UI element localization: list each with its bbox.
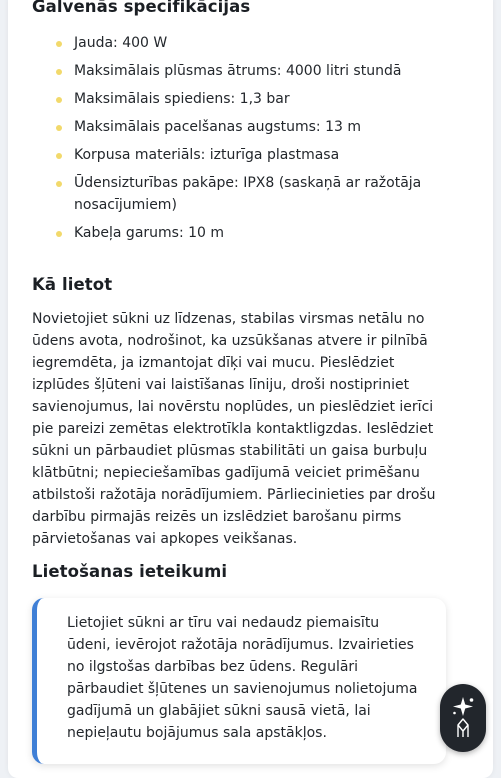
assistant-sparkle-icon (448, 695, 478, 741)
spec-item-head (32, 116, 452, 138)
spec-item-power (32, 32, 452, 54)
specs-list (32, 32, 452, 250)
spec-text: Maksimālais pacelšanas augstums: 13 m (74, 119, 361, 135)
spec-text: Maksimālais spiediens: 1,3 bar (74, 91, 290, 107)
specs-heading: Galvenās specifikācijas (32, 0, 251, 16)
how-to-use-heading: Kā lietot (32, 275, 113, 294)
tips-text: Lietojiet sūkni ar tīru vai nedaudz piemaisītu ūdeni, ievērojot ražotāja norādījumus. Izvairieties no ilgstošas darbības bez ūdens. Regulāri pārbaudiet šļūtenes un savienojumus nolietojuma gadījumā un glabājiet sūkni sausā vietā, lai nepieļautu bojājumus sala apstākļos. (67, 615, 418, 741)
bullet-icon (56, 153, 62, 159)
bullet-icon (56, 125, 62, 131)
spec-text: Korpusa materiāls: izturīga plastmasa (74, 147, 340, 163)
spec-text: Jauda: 400 W (74, 35, 168, 51)
tips-callout (32, 598, 446, 764)
spec-item-flow (32, 60, 452, 82)
spec-item-material (32, 144, 452, 166)
tips-heading: Lietošanas ieteikumi (32, 562, 228, 581)
bullet-icon (56, 181, 62, 187)
spec-text: Ūdensizturības pakāpe: IPX8 (saskaņā ar ražotāja nosacījumiem) (74, 175, 422, 213)
spec-item-ip-rating (32, 172, 452, 216)
bullet-icon (56, 41, 62, 47)
how-to-use-text: Novietojiet sūkni uz līdzenas, stabilas virsmas netālu no ūdens avota, nodrošinot, ka uzsūkšanas atvere ir pilnībā iegremdēta, ja izmantojat dīķi vai mucu. Pieslēdziet izplūdes šļūteni vai laistīšanas līniju, droši nostipriniet savienojumus, lai novērstu noplūdes, un pieslēdziet ierīci pie pareizi zemētas elektrotīkla kontaktligzdas. Ieslēdziet sūkni un pārbaudiet plūsmas stabilitāti un gaisa burbuļu klātbūtni; nepieciešamības gadījumā veiciet primēšanu atbilstoši ražotāja norādījumiem. Pārliecinieties par drošu darbību pirmajās reizēs un izslēdziet barošanu pirms pārvietošanas vai apkopes veikšanas. (32, 311, 436, 547)
spec-item-pressure (32, 88, 452, 110)
spec-text: Kabeļa garums: 10 m (74, 225, 225, 241)
assistant-button[interactable] (440, 684, 486, 752)
bullet-icon (56, 97, 62, 103)
spec-text: Maksimālais plūsmas ātrums: 4000 litri stundā (74, 63, 402, 79)
spec-item-cable (32, 222, 452, 244)
bullet-icon (56, 69, 62, 75)
bullet-icon (56, 231, 62, 237)
